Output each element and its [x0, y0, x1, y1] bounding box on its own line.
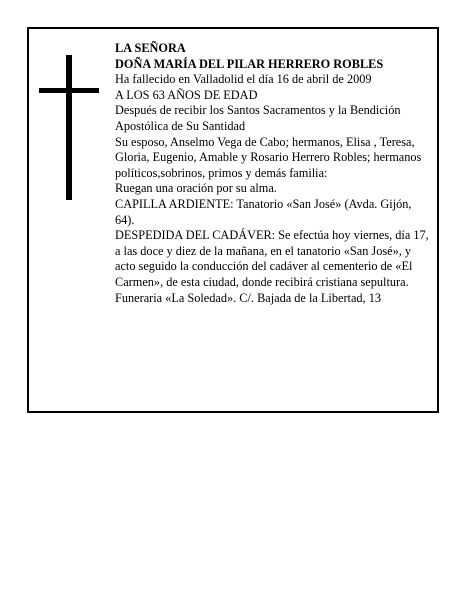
notice-title-line1: LA SEÑORA	[115, 41, 186, 55]
deceased-name: DOÑA MARÍA DEL PILAR HERRERO ROBLES	[115, 56, 384, 71]
notice-body	[115, 41, 433, 306]
farewell-line: DESPEDIDA DEL CADÁVER: Se efectúa hoy viernes, día 17, a las doce y diez de la mañana, en el tanatorio «San José», y acto seguido la conducción del cadáver al cementerio de «El Carmen», de esta ciudad, donde recibirá cristiana sepultura.	[115, 228, 429, 289]
cross-horizontal-bar	[39, 88, 99, 93]
latin-cross-icon	[39, 55, 99, 200]
family-line: Su esposo, Anselmo Vega de Cabo; hermanos, Elisa , Teresa, Gloria, Eugenio, Amable y Rosario Herrero Robles; hermanos políticos,sobrinos, primos y demás familia:	[115, 134, 422, 180]
death-details: Ha fallecido en Valladolid el día 16 de abril de 2009	[115, 72, 372, 87]
sacraments-line: Después de recibir los Santos Sacramentos y la Bendición Apostólica de Su Santidad	[115, 103, 401, 133]
prayer-line: Ruegan una oración por su alma.	[115, 181, 277, 196]
chapel-line: CAPILLA ARDIENTE: Tanatorio «San José» (Avda. Gijón, 64).	[115, 196, 412, 227]
age-line: A LOS 63 AÑOS DE EDAD	[115, 87, 258, 102]
cross-vertical-bar	[66, 55, 72, 200]
funeral-home-line: Funeraria «La Soledad». C/. Bajada de la Libertad, 13	[115, 290, 382, 305]
obituary-notice	[27, 27, 439, 413]
